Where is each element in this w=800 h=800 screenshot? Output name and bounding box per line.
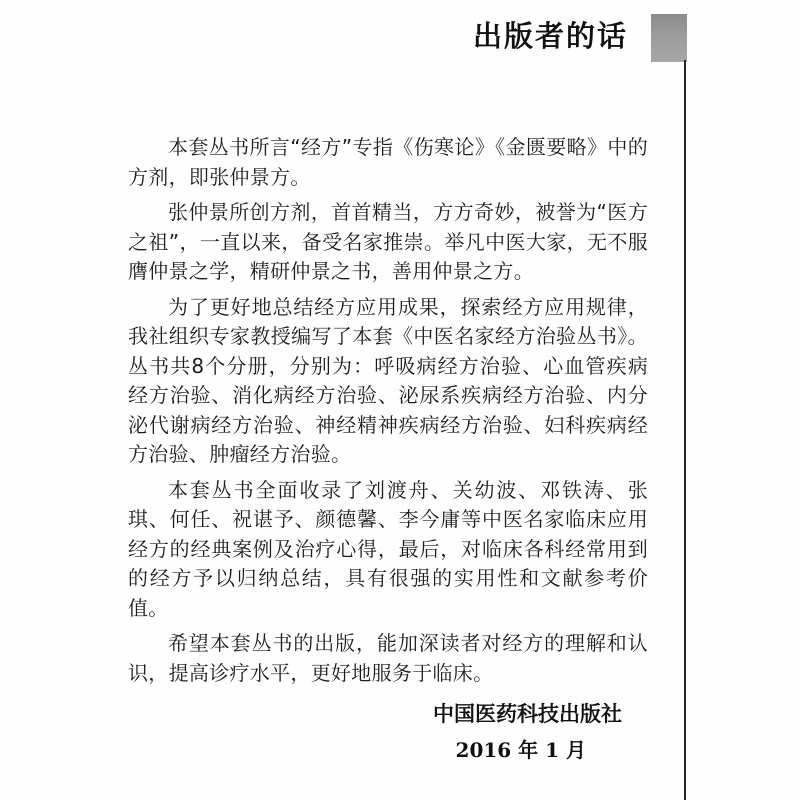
page-title: 出版者的话	[472, 19, 628, 53]
publication-date: 2016 年 1 月	[455, 738, 586, 762]
paragraph-4: 本套丛书全面收录了刘渡舟、关幼波、邓铁涛、张琪、何任、祝谌予、颜德馨、李今庸等中医名家临床应用经方的经典案例及治疗心得，最后，对临床各科经常用到的经方予以归纳总结，具有很强的实用性和文献参考价值。	[128, 477, 648, 620]
publisher-signature: 中国医药科技出版社	[433, 702, 622, 726]
section-tab-marker	[651, 14, 687, 62]
page-edge-divider	[684, 60, 686, 800]
paragraph-1: 本套丛书所言“经方”专指《伤寒论》《金匮要略》中的方剂，即张仲景方。	[128, 135, 648, 189]
paragraph-3: 为了更好地总结经方应用成果，探索经方应用规律，我社组织专家教授编写了本套《中医名家经方治验丛书》。丛书共8个分册，分别为：呼吸病经方治验、心血管疾病经方治验、消化病经方治验、泌尿系疾病经方治验、内分泌代谢病经方治验、神经精神疾病经方治验、妇科疾病经方治验、肿瘤经方治验。	[128, 294, 648, 466]
paragraph-5: 希望本套丛书的出版，能加深读者对经方的理解和认识，提高诊疗水平，更好地服务于临床。	[128, 631, 648, 685]
preface-body	[128, 133, 648, 694]
paragraph-2: 张仲景所创方剂，首首精当，方方奇妙，被誉为“医方之祖”，一直以来，备受名家推崇。举凡中医大家，无不服膺仲景之学，精研仲景之书，善用仲景之方。	[128, 200, 648, 283]
